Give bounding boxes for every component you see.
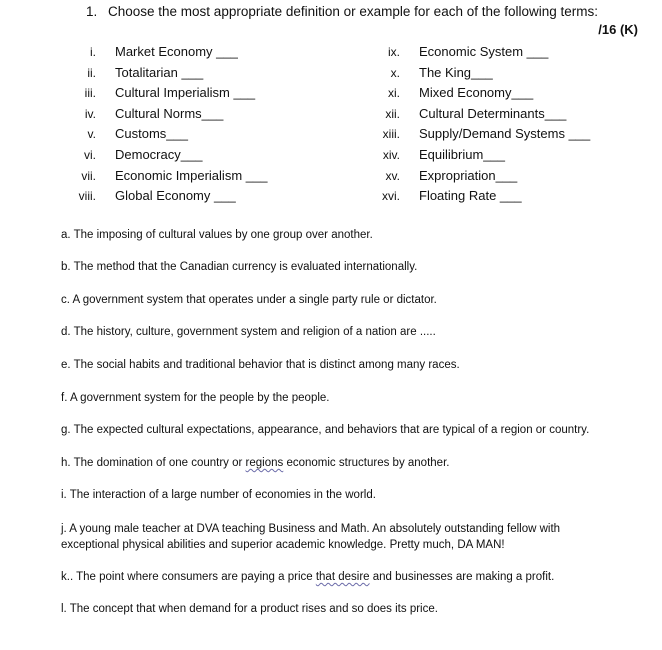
term-numeral: i. [90, 45, 96, 59]
terms-left-column [60, 42, 267, 207]
definition-e: e. The social habits and traditional behavior that is distinct among many races. [61, 359, 460, 371]
definition-g: g. The expected cultural expectations, appearance, and behaviors that are typical of a region or country. [61, 424, 590, 436]
term-label: Cultural Imperialism ___ [115, 85, 256, 101]
term-numeral: iv. [84, 106, 96, 121]
question-text: Choose the most appropriate definition or example for each of the following terms: [108, 4, 599, 19]
term-numeral: v. [87, 127, 96, 142]
definition-f: f. A government system for the people by the people. [61, 392, 330, 404]
marks-label: /16 (K) [598, 22, 638, 37]
term-label: Economic Imperialism ___ [115, 167, 268, 183]
term-label: Market Economy ___ [115, 44, 238, 59]
term-item [60, 186, 267, 207]
definition-h [61, 457, 449, 469]
term-label: Democracy___ [115, 146, 203, 162]
term-numeral: vii. [81, 168, 96, 183]
definition-h-end: economic structures by another. [283, 457, 450, 469]
term-label: Equilibrium___ [419, 146, 505, 162]
terms-right-column [372, 42, 590, 207]
definition-l: l. The concept that when demand for a product rises and so does its price. [61, 603, 438, 615]
term-item [60, 83, 267, 104]
term-item [60, 124, 267, 145]
term-label: Cultural Norms___ [115, 105, 224, 121]
definition-k-start: k.. The point where consumers are paying a price [61, 571, 316, 583]
term-numeral: xv. [385, 168, 400, 183]
term-numeral: iii. [84, 86, 96, 101]
term-item [372, 42, 590, 63]
definition-j: j. A young male teacher at DVA teaching Business and Math. An absolutely outstanding fellow with exceptional physical abilities and superior academic knowledge. Pretty much, DA MAN! [61, 523, 561, 551]
term-item [372, 63, 590, 84]
definition-k-underlined: that desire [315, 571, 370, 583]
term-label: Economic System ___ [419, 44, 549, 59]
term-numeral: xvi. [382, 189, 400, 204]
term-numeral: xii. [385, 106, 400, 121]
term-label: Customs___ [115, 126, 188, 142]
definition-d: d. The history, culture, government system and religion of a nation are ..... [61, 326, 436, 338]
definition-a: a. The imposing of cultural values by one group over another. [61, 229, 373, 241]
term-item [60, 63, 267, 84]
term-label: The King___ [419, 64, 493, 80]
definition-k-end: and businesses are making a profit. [369, 571, 555, 583]
term-numeral: xi. [388, 86, 400, 101]
term-item [372, 186, 590, 207]
term-label: Expropriation___ [419, 167, 518, 183]
question-prompt [86, 4, 598, 19]
definition-h-underlined: regions [245, 457, 284, 469]
term-numeral: x. [390, 65, 400, 80]
term-numeral: ix. [388, 45, 400, 59]
term-item [60, 145, 267, 166]
term-item [60, 42, 267, 63]
term-numeral: ii. [87, 65, 96, 80]
term-label: Floating Rate ___ [419, 188, 522, 204]
question-number: 1. [86, 4, 98, 19]
term-item [372, 104, 590, 125]
definition-i: i. The interaction of a large number of economies in the world. [61, 489, 376, 501]
term-label: Supply/Demand Systems ___ [419, 126, 591, 142]
term-item [372, 145, 590, 166]
term-item [60, 104, 267, 125]
term-item [372, 83, 590, 104]
term-numeral: viii. [78, 189, 96, 204]
definition-k [61, 571, 554, 583]
term-numeral: vi. [84, 147, 96, 162]
term-label: Global Economy ___ [115, 188, 236, 204]
term-numeral: xiii. [382, 127, 400, 142]
definition-h-start: h. The domination of one country or [61, 457, 246, 469]
term-label: Mixed Economy___ [419, 85, 534, 101]
term-item [60, 166, 267, 187]
term-item [372, 124, 590, 145]
term-label: Totalitarian ___ [115, 64, 204, 80]
definition-c: c. A government system that operates under a single party rule or dictator. [61, 294, 437, 306]
term-label: Cultural Determinants___ [419, 105, 567, 121]
definition-b: b. The method that the Canadian currency is evaluated internationally. [61, 261, 418, 273]
term-numeral: xiv. [382, 147, 400, 162]
term-item [372, 166, 590, 187]
